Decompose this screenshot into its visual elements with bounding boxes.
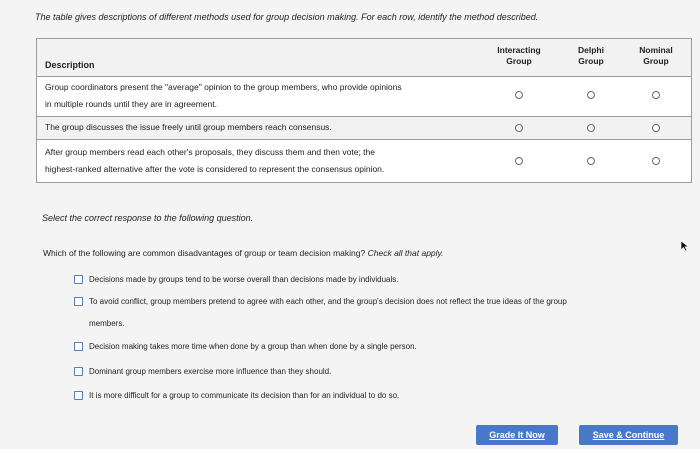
question-hint: Check all that apply.	[367, 248, 444, 258]
decision-method-table	[36, 38, 692, 183]
save-continue-button[interactable]: Save & Continue	[579, 425, 678, 445]
row-description: The group discusses the issue freely until group members reach consensus.	[45, 122, 332, 132]
description-header: Description	[45, 60, 95, 70]
row-description: Group coordinators present the "average" opinion to the group members, who provide opinions in multiple rounds until they are in agreement.	[45, 82, 402, 109]
option-label: It is more difficult for a group to communicate its decision than for an individual to do so.	[89, 391, 400, 400]
radio-nominal-row3[interactable]	[652, 157, 660, 165]
mouse-pointer-icon	[680, 240, 690, 252]
column-header-nominal: Nominal Group	[639, 45, 673, 66]
column-header-interacting: Interacting Group	[497, 45, 541, 66]
column-header-delphi: Delphi Group	[578, 45, 604, 66]
option-label: Decisions made by groups tend to be worse overall than decisions made by individuals.	[89, 275, 399, 284]
grade-it-now-button[interactable]: Grade It Now	[476, 425, 558, 445]
checkbox[interactable]	[74, 342, 83, 351]
checkbox[interactable]	[74, 275, 83, 284]
radio-delphi-row1[interactable]	[587, 91, 595, 99]
option-label: Dominant group members exercise more influence than they should.	[89, 367, 332, 376]
question-text	[43, 248, 444, 258]
table-row	[37, 140, 691, 182]
table-row	[37, 117, 691, 140]
checkbox[interactable]	[74, 391, 83, 400]
option-label: Decision making takes more time when done by a group than when done by a single person.	[89, 342, 417, 351]
instructions-text: The table gives descriptions of different methods used for group decision making. For each row, identify the method described.	[35, 12, 539, 22]
checkbox[interactable]	[74, 367, 83, 376]
select-response-note: Select the correct response to the following question.	[42, 213, 254, 223]
table-header	[37, 39, 691, 77]
radio-interacting-row3[interactable]	[515, 157, 523, 165]
checkbox[interactable]	[74, 297, 83, 306]
option-label: To avoid conflict, group members pretend to agree with each other, and the group's decision does not reflect the true ideas of the group members.	[89, 297, 567, 328]
radio-interacting-row2[interactable]	[515, 124, 523, 132]
radio-nominal-row2[interactable]	[652, 124, 660, 132]
radio-delphi-row2[interactable]	[587, 124, 595, 132]
question-prompt: Which of the following are common disadvantages of group or team decision making?	[43, 248, 366, 258]
row-description: After group members read each other's proposals, they discuss them and then vote; the highest-ranked alternative after the vote is considered to represent the consensus opinion.	[45, 147, 385, 174]
radio-nominal-row1[interactable]	[652, 91, 660, 99]
radio-interacting-row1[interactable]	[515, 91, 523, 99]
table-row	[37, 77, 691, 117]
radio-delphi-row3[interactable]	[587, 157, 595, 165]
